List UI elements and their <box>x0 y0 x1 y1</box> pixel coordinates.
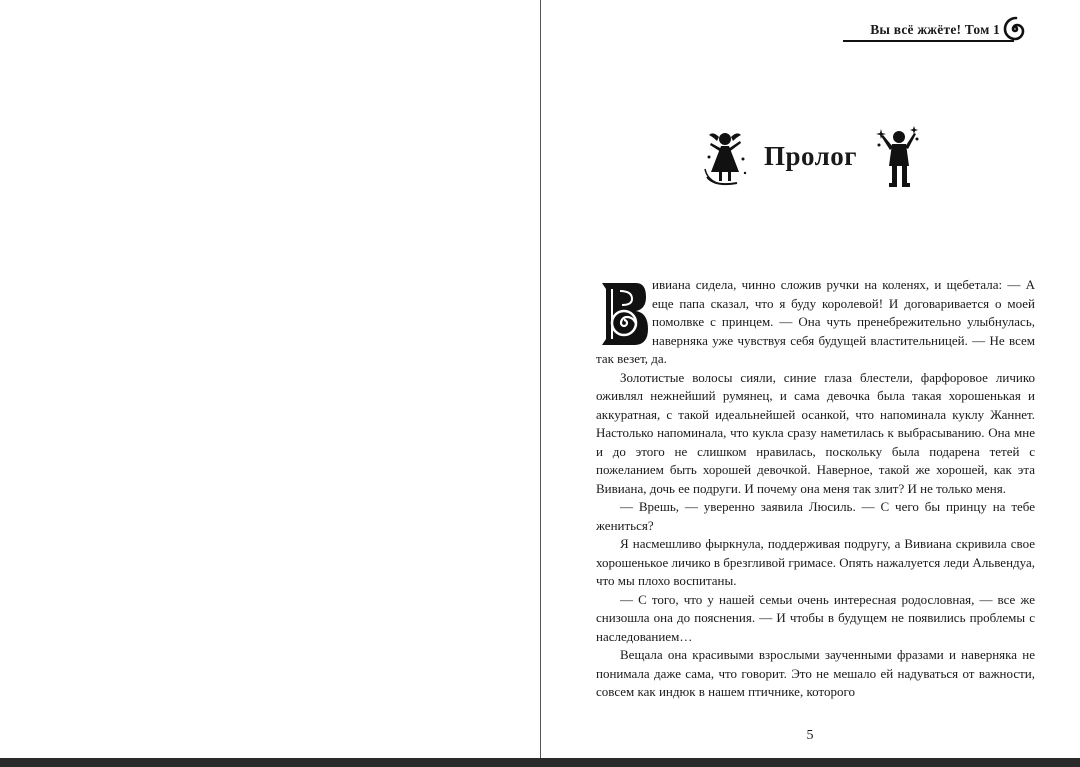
chapter-body <box>596 276 1035 702</box>
paragraph: — Врешь, — уверенно заявила Люсиль. — С чего бы принцу на тебе жениться? <box>596 499 1035 533</box>
paragraph: — С того, что у нашей семьи очень интересная родословная, — все же снизошла она до пояснения. — И чтобы в будущем не появились проблемы с наследованием… <box>596 591 1035 644</box>
spiral-icon <box>1002 16 1028 42</box>
girl-silhouette-icon <box>703 129 749 187</box>
header-rule <box>843 40 1014 42</box>
paragraph: Я насмешливо фыркнула, поддерживая подругу, а Вивиана скривила свое хорошенькое личико в брезгливой гримасе. Опять нажалуется леди Альвендуа, что мы плохо воспитаны. <box>596 536 1035 588</box>
running-header <box>843 16 1028 46</box>
left-page-blank <box>0 0 540 760</box>
dropcap <box>594 279 649 349</box>
paragraph: Вещала она красивыми взрослыми заученными фразами и наверняка не понимала даже сама, что говорит. Это не мешало ей надуваться от важности, совсем как индюк в нашем птичнике, которого <box>596 647 1035 699</box>
chapter-title: Пролог <box>764 141 858 171</box>
chapter-heading <box>700 125 925 189</box>
paragraph <box>596 276 1035 369</box>
paragraph-text: ивиана сидела, чинно сложив ручки на коленях, и щебетала: — А еще папа сказал, что я буду королевой! И договаривается о моей помолвке с принцем. — Она чуть пренебрежительно улыбнулась, наверняка уже чувствуя себя будущей властительницей. — Не всем так везет, да. <box>596 277 1035 366</box>
dropcap-ornament <box>594 279 649 349</box>
running-header-title: Вы всё жжёте! Том 1 <box>870 22 1000 37</box>
page-number: 5 <box>806 728 814 743</box>
paragraph: Золотистые волосы сияли, синие глаза блестели, фарфоровое личико оживлял нежнейший румянец, и сама девочка была такая хорошенькая и аккуратная, с такой идеальнейшей осанкой, что напоминала куклу Жаннет. Настолько напоминала, что кукла сразу наметилась к выбрасыванию. Она мне и до этого не слишком нравилась, поскольку была подарена тетей с пожеланием быть хорошей девочкой. Наверное, такой же хорошей, как эта Вивиана, дочь ее подруги. И почему она меня так злит? И не только меня. <box>596 369 1035 496</box>
bottom-edge <box>0 758 1080 767</box>
boy-silhouette-icon <box>875 125 921 189</box>
